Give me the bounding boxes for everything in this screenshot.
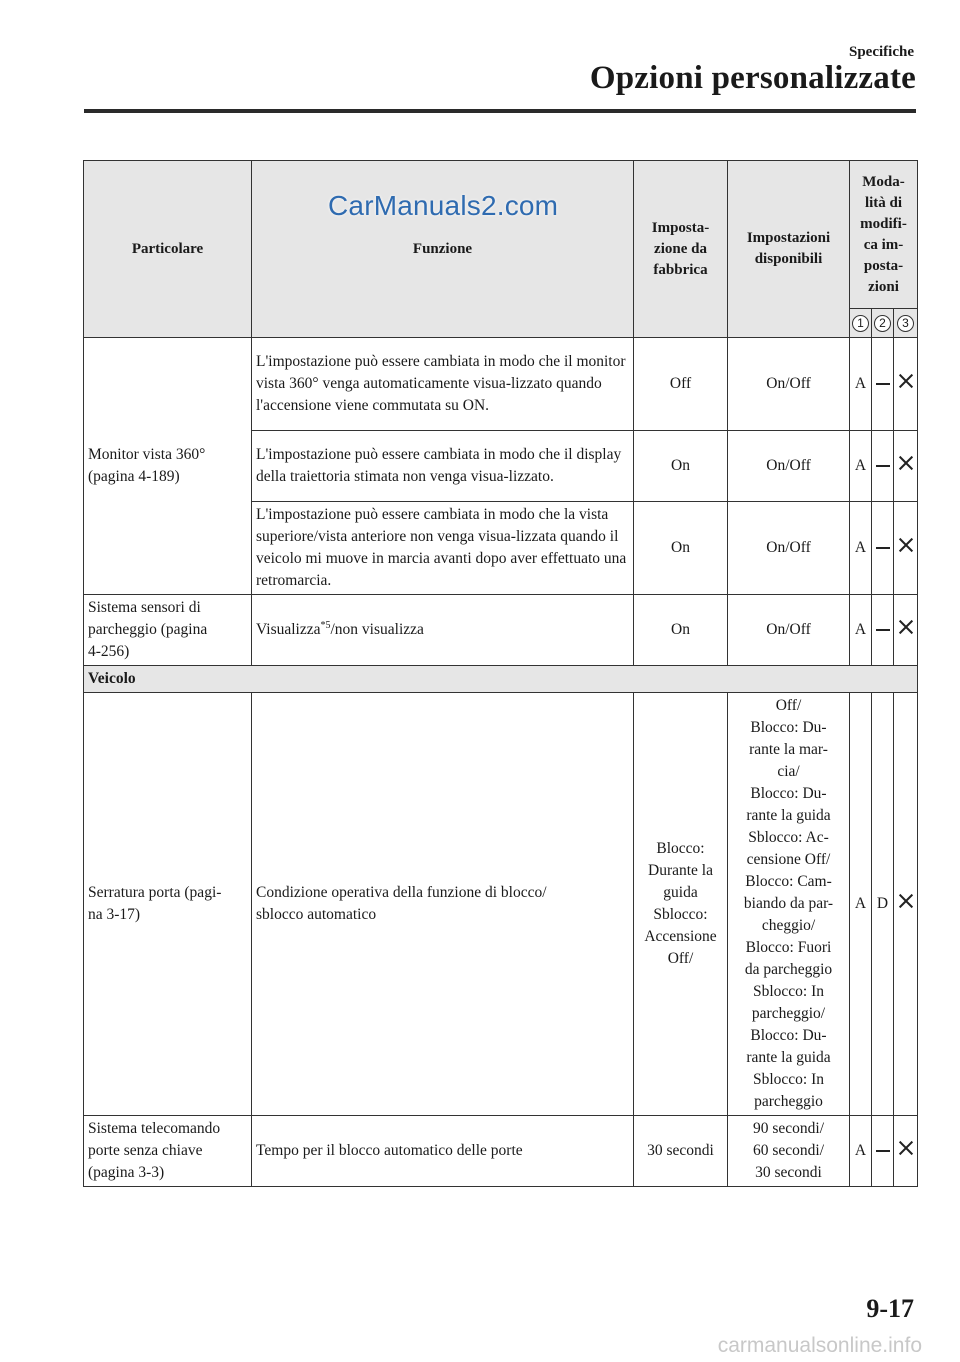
mode-2-icon: 2 (872, 309, 894, 338)
factory-cell: On (634, 431, 728, 502)
page-title: Opzioni personalizzate (589, 60, 916, 96)
table-row (84, 595, 918, 666)
factory-cell: On (634, 502, 728, 595)
dash-icon (876, 383, 890, 385)
available-cell: Off/ Blocco: Du- rante la mar- cia/ Blocco: Du- rante la guida Sblocco: Ac- censione Off/ Blocco: Cam- biando da par- cheggio/ Blocco: Fuori da parcheggio Sblocco: In parcheggio/ Blocco: Du- rante la guida Sblocco: In parcheggio (728, 693, 850, 1116)
table-header-row (84, 161, 918, 309)
header-change-mode: Moda- lità di modifi- ca im- posta- zioni (850, 161, 918, 309)
factory-cell: Off (634, 338, 728, 431)
cross-icon (899, 894, 913, 908)
available-cell: On/Off (728, 502, 850, 595)
factory-cell: 30 secondi (634, 1116, 728, 1187)
available-cell: On/Off (728, 431, 850, 502)
function-cell: Visualizza$^{*5}$/non visualizza (252, 595, 634, 666)
settings-table (83, 160, 918, 1187)
item-cell: Monitor vista 360° (pagina 4-189) (84, 338, 252, 595)
mode-1-cell: A (850, 338, 872, 431)
cross-icon (899, 1141, 913, 1155)
mode-3-cell (894, 502, 918, 595)
watermark-footer: carmanualsonline.info (717, 1334, 922, 1357)
dash-icon (876, 629, 890, 631)
dash-icon (876, 1150, 890, 1152)
mode-2-cell (872, 338, 894, 431)
header-item: Particolare (84, 161, 252, 338)
header-function: Funzione (252, 161, 634, 338)
mode-3-cell (894, 693, 918, 1116)
watermark-logo: CarManuals2.com (328, 190, 559, 221)
mode-2-cell: D (872, 693, 894, 1116)
mode-3-cell (894, 431, 918, 502)
function-cell: Condizione operativa della funzione di blocco/ sblocco automatico (252, 693, 634, 1116)
table-row (84, 1116, 918, 1187)
section-row-vehicle (84, 666, 918, 693)
section-label-vehicle: Veicolo (84, 666, 918, 693)
mode-2-cell (872, 595, 894, 666)
mode-2-cell (872, 502, 894, 595)
function-cell: Tempo per il blocco automatico delle porte (252, 1116, 634, 1187)
mode-2-cell (872, 1116, 894, 1187)
mode-1-cell: A (850, 1116, 872, 1187)
page-number: 9-17 (866, 1294, 914, 1323)
mode-3-cell (894, 595, 918, 666)
cross-icon (899, 538, 913, 552)
mode-2-cell (872, 431, 894, 502)
available-cell: 90 secondi/ 60 secondi/ 30 secondi (728, 1116, 850, 1187)
header-factory-setting: Imposta- zione da fabbrica (634, 161, 728, 338)
cross-icon (899, 620, 913, 634)
mode-1-cell: A (850, 693, 872, 1116)
mode-1-cell: A (850, 431, 872, 502)
header-divider (84, 109, 916, 113)
mode-3-cell (894, 1116, 918, 1187)
item-cell: Serratura porta (pagi- na 3-17) (84, 693, 252, 1116)
factory-cell: On (634, 595, 728, 666)
section-label: Specifiche (849, 44, 914, 60)
mode-1-cell: A (850, 502, 872, 595)
mode-1-icon: 1 (850, 309, 872, 338)
cross-icon (899, 374, 913, 388)
dash-icon (876, 465, 890, 467)
item-cell: Sistema telecomando porte senza chiave (pagina 3-3) (84, 1116, 252, 1187)
header-available-settings: Impostazioni disponibili (728, 161, 850, 338)
function-cell: L'impostazione può essere cambiata in modo che il display della traiettoria stimata non venga visua-lizzato. (252, 431, 634, 502)
table-row (84, 338, 918, 431)
mode-3-cell (894, 338, 918, 431)
cross-icon (899, 456, 913, 470)
mode-1-cell: A (850, 595, 872, 666)
factory-cell: Blocco: Durante la guida Sblocco: Accensione Off/ (634, 693, 728, 1116)
mode-3-icon: 3 (894, 309, 918, 338)
item-cell: Sistema sensori di parcheggio (pagina 4-256) (84, 595, 252, 666)
function-cell: L'impostazione può essere cambiata in modo che la vista superiore/vista anteriore non venga visua-lizzata quando il veicolo mi muove in marcia avanti dopo aver effettuato una retromarcia. (252, 502, 634, 595)
available-cell: On/Off (728, 338, 850, 431)
function-cell: L'impostazione può essere cambiata in modo che il monitor vista 360° venga automaticamente visua-lizzato quando l'accensione viene commutata su ON. (252, 338, 634, 431)
available-cell: On/Off (728, 595, 850, 666)
table-row (84, 693, 918, 1116)
dash-icon (876, 547, 890, 549)
